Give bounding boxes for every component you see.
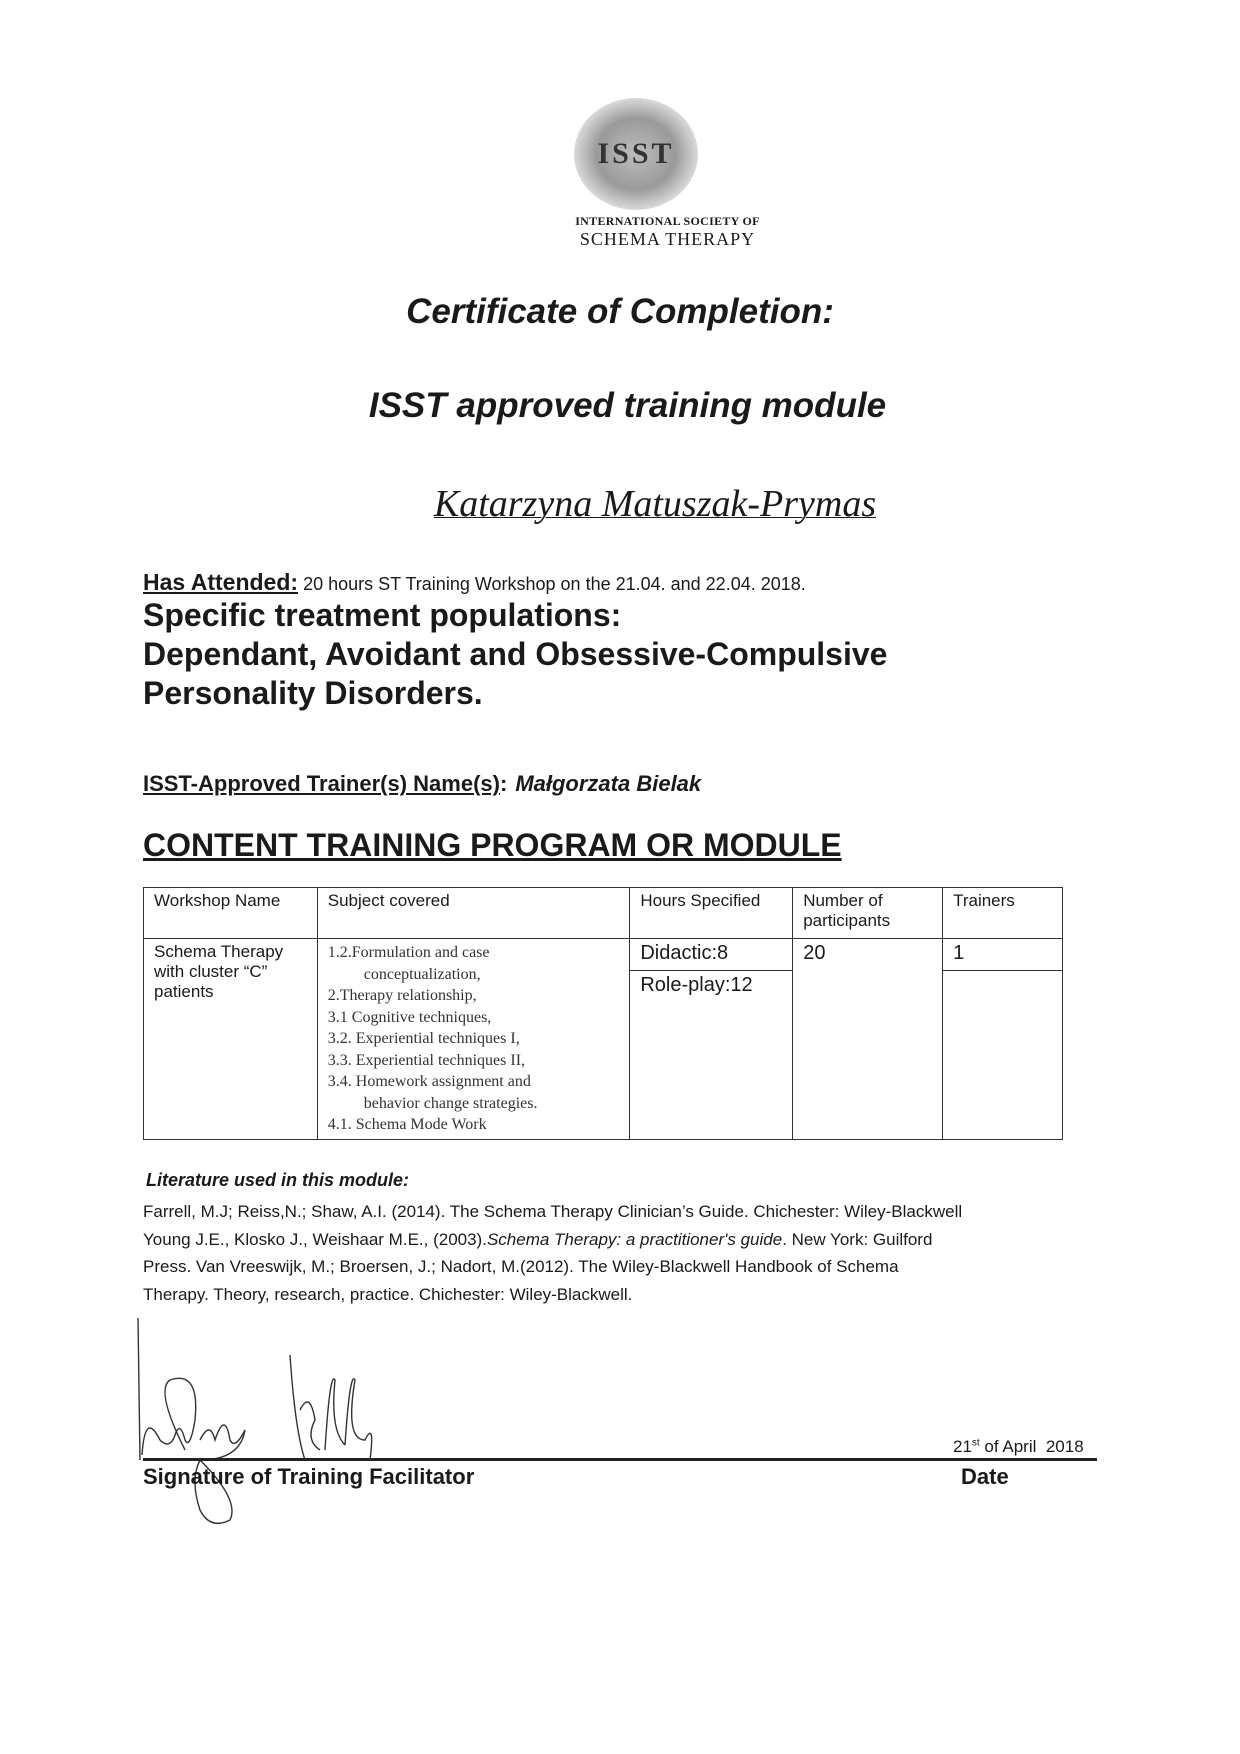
subject-item: 3.1 Cognitive techniques, [327, 1008, 492, 1026]
subject-item: 1.2.Formulation and case [327, 944, 490, 961]
date-suffix: st [971, 1437, 980, 1449]
header-workshop: Workshop Name [144, 888, 318, 939]
topic-line: Dependant, Avoidant and Obsessive-Compulsive [143, 636, 888, 672]
topic-line: Specific treatment populations: [143, 597, 622, 633]
header-subject: Subject covered [317, 888, 630, 939]
subject-item: 4.1. Schema Mode Work [327, 1116, 487, 1133]
ref-publisher: . New York: Guilford [782, 1229, 933, 1249]
date-rest: of April 2018 [979, 1437, 1084, 1456]
trainer-label: ISST-Approved Trainer(s) Name(s) [143, 771, 500, 796]
hours-roleplay: Role-play:12 [630, 971, 793, 1139]
subjects-list [317, 939, 630, 1140]
section-title: CONTENT TRAINING PROGRAM OR MODULE [143, 827, 842, 863]
literature-line: Press. Van Vreeswijk, M.; Broersen, J.; Nadort, M.(2012). The Wiley-Blackwell Handbook of Schema [143, 1257, 899, 1276]
signature-line [143, 1458, 1097, 1461]
certificate-title: Certificate of Completion: [406, 292, 834, 331]
recipient-name: Katarzyna Matuszak-Prymas [433, 483, 877, 525]
literature-list [143, 1198, 1103, 1308]
subject-item: 3.3. Experiential techniques II, [327, 1051, 526, 1069]
org-name-line2: SCHEMA THERAPY [579, 229, 756, 249]
trainer-name: Małgorzata Bielak [515, 771, 702, 796]
attended-text: 20 hours ST Training Workshop on the 21.04. and 22.04. 2018. [303, 574, 806, 594]
handwritten-signature [130, 1310, 650, 1530]
trainer-line: ISST-Approved Trainer(s) Name(s): Małgorzata Bielak [143, 771, 702, 796]
attended-label: Has Attended: [143, 569, 299, 595]
date-label: Date [961, 1464, 1009, 1489]
subject-item: conceptualization, [363, 965, 481, 983]
literature-line: Therapy. Theory, research, practice. Chichester: Wiley-Blackwell. [143, 1284, 633, 1304]
date-value [953, 1437, 1084, 1457]
subject-item: 3.2. Experiential techniques I, [327, 1030, 520, 1047]
certificate-subtitle: ISST approved training module [368, 386, 887, 425]
header-participants: Number of participants [793, 888, 943, 939]
trainers-count: 1 [943, 939, 1063, 971]
trainers-empty-cell [943, 971, 1063, 1139]
literature-line [143, 1226, 1103, 1254]
subject-item: behavior change strategies. [363, 1094, 538, 1112]
participants-count: 20 [793, 939, 943, 1140]
org-name-line1: INTERNATIONAL SOCIETY OF [575, 214, 760, 228]
header-hours: Hours Specified [630, 888, 793, 939]
topic-line: Personality Disorders. [143, 675, 483, 711]
hours-didactic: Didactic:8 [630, 939, 793, 971]
workshop-name: Schema Therapy with cluster “C” patients [144, 939, 318, 1140]
logo-text: ISST [597, 137, 675, 170]
date-day: 21 [953, 1437, 972, 1456]
signature-label: Signature of Training Facilitator [143, 1464, 475, 1489]
topic [143, 596, 887, 713]
subject-item: 2.Therapy relationship, [327, 987, 477, 1004]
ref-authors: Young J.E., Klosko J., Weishaar M.E., (2003). [143, 1229, 487, 1249]
literature-line: Farrell, M.J; Reiss,N.; Shaw, A.I. (2014). The Schema Therapy Clinician’s Guide. Chichester: Wiley-Blackwell [143, 1202, 963, 1221]
subject-item: 3.4. Homework assignment and [327, 1073, 531, 1090]
literature-title: Literature used in this module: [146, 1170, 410, 1190]
training-table [143, 887, 1063, 1140]
ref-title: Schema Therapy: a practitioner's guide [486, 1229, 783, 1249]
header-trainers: Trainers [943, 888, 1063, 939]
attendance [143, 569, 806, 596]
